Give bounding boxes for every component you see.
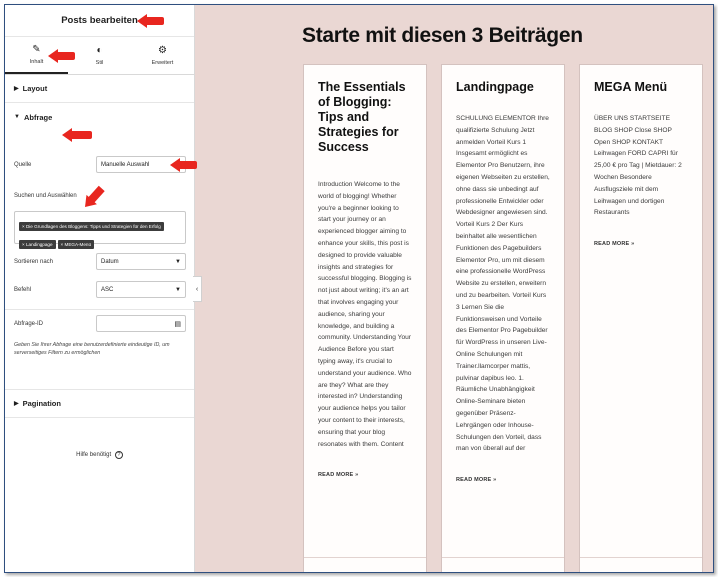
caret-down-icon: ▼	[14, 114, 20, 120]
query-id-row	[14, 315, 186, 332]
tab-label: Erweitert	[151, 60, 174, 66]
read-more-link[interactable]: READ MORE »	[318, 472, 359, 479]
chevron-left-icon: ‹	[195, 285, 199, 293]
section-label: Layout	[22, 84, 48, 93]
panel-title: Posts bearbeiten	[5, 5, 194, 37]
post-card	[303, 64, 427, 572]
panel-tabs	[5, 37, 194, 75]
tab-stil[interactable]	[68, 37, 131, 74]
card-footer	[304, 557, 426, 572]
app-window	[4, 4, 714, 573]
section-label: Abfrage	[23, 112, 53, 122]
chevron-down-icon: ▼	[175, 286, 181, 293]
quelle-row	[14, 156, 186, 173]
pencil-icon: ✎	[32, 44, 41, 55]
collapse-panel-button[interactable]	[193, 276, 202, 302]
chevron-down-icon: ▼	[175, 258, 181, 265]
order-select[interactable]	[96, 281, 186, 298]
divider	[5, 309, 194, 310]
post-multiselect[interactable]	[14, 211, 186, 247]
section-layout[interactable]	[5, 75, 194, 103]
card-footer	[580, 557, 702, 572]
query-id-label: Abfrage-ID	[14, 320, 44, 327]
gear-icon: ⚙	[158, 45, 167, 56]
order-row	[14, 281, 186, 298]
tab-label: Stil	[95, 60, 104, 66]
section-pagination[interactable]	[5, 390, 194, 418]
sort-select[interactable]	[96, 253, 186, 270]
post-excerpt: ÜBER UNS STARTSEITE BLOG SHOP Close SHOP Open SHOP KONTAKT Leihwagen FORD CAPRI für 25,00 € pro Tag | Mietdauer: 2 Wochen Besondere Ausflugsziele mit dem Leihwagen und dortigen Restaurants	[594, 115, 682, 217]
caret-right-icon: ▶	[14, 86, 19, 92]
sort-value: Datum	[101, 258, 119, 265]
sort-row	[14, 253, 186, 270]
post-card	[441, 64, 565, 572]
post-card	[579, 64, 703, 572]
quelle-label: Quelle	[14, 161, 32, 168]
order-value: ASC	[101, 286, 114, 293]
post-title[interactable]: Landingpage	[456, 80, 534, 94]
read-more-link[interactable]: READ MORE »	[456, 477, 497, 484]
quelle-value: Manuelle Auswahl	[101, 161, 150, 168]
tab-erweitert[interactable]	[131, 37, 194, 74]
post-excerpt: SCHULUNG ELEMENTOR Ihre qualifizierte Schulung Jetzt anmelden Vorteil Kurs 1 Insgesamt ermöglicht es Elementor Pro Benutzern, ihre eigenen Webseiten zu erstellen, ohne dass sie unbedingt auf professionelle Entwickler oder Webdesigner angewiesen sind. Vorteil Kurs 2 Der Kurs beinhaltet alle wesentlichen Funktionen des Pagebuilders Elementor Pro, um mit diesem eine professionelle WordPress Website zu erstellen, erweitern und zu bearbeiten. Vorteil Kurs 3 Lernen Sie die Funktionsweisen und Vorteile des Elementor Pro Pagebuilder für WordPress in unseren Live-Online Schulungen mit Trainer.llamcorper mattis, pulvinar dapibus leo. 1. Räumliche Unabhängigkeit Online-Seminare bieten gegenüber Präsenz-Lehrgängen oder Inhouse-Schulungen den Vorteil, dass man von überall auf der	[456, 115, 550, 453]
sort-label: Sortieren nach	[14, 258, 54, 265]
section-label: Pagination	[22, 399, 61, 408]
post-title[interactable]: The Essentials of Blogging: Tips and Strategies for Success	[318, 80, 406, 154]
query-id-input[interactable]	[96, 315, 186, 332]
database-icon: ▤	[174, 320, 181, 328]
question-icon: ?	[115, 451, 123, 459]
chip-essentials[interactable]: × Die Grundlagen des Bloggens: Tipps und Strategien für den Erfolg	[19, 222, 164, 231]
order-label: Befehl	[14, 286, 32, 293]
caret-right-icon: ▶	[14, 401, 19, 407]
post-excerpt: Introduction Welcome to the world of blogging! Whether you're a beginner looking to start your journey or an experienced blogger aiming to enhance your skills, this post is designed to provide valuable insights and strategies for successful blogging. Blogging is not just about writing; it's an art that involves engaging your audience, sharing your knowledge, and building a community. Understanding Your Audience Before you start typing away, it's crucial to understand your audience. Who are they? What are they interested in? Understanding your audience helps you tailor your content to their interests, ensuring that your blog resonates with them. Content	[318, 181, 412, 448]
read-more-link[interactable]: READ MORE »	[594, 241, 635, 248]
card-footer	[442, 557, 564, 572]
page-preview	[195, 5, 713, 572]
query-id-hint: Geben Sie Ihrer Abfrage eine benutzerdefinierte eindeutige ID, um serverseitiges Filtern zu ermöglichen	[14, 342, 170, 356]
section-abfrage[interactable]	[5, 103, 194, 131]
half-circle-icon: ◐	[96, 45, 103, 56]
page-heading: Starte mit diesen 3 Beiträgen	[302, 24, 583, 47]
help-label: Hilfe benötigt	[76, 452, 112, 458]
help-link[interactable]	[5, 451, 194, 459]
chip-landingpage[interactable]: × Landingpage	[19, 240, 56, 249]
editor-panel	[5, 5, 195, 572]
search-label: Suchen und Auswählen	[14, 193, 77, 199]
post-title[interactable]: MEGA Menü	[594, 80, 668, 94]
tab-label: Inhalt	[29, 59, 44, 65]
chip-mega-menu[interactable]: × MEGA-Menü	[58, 240, 95, 249]
